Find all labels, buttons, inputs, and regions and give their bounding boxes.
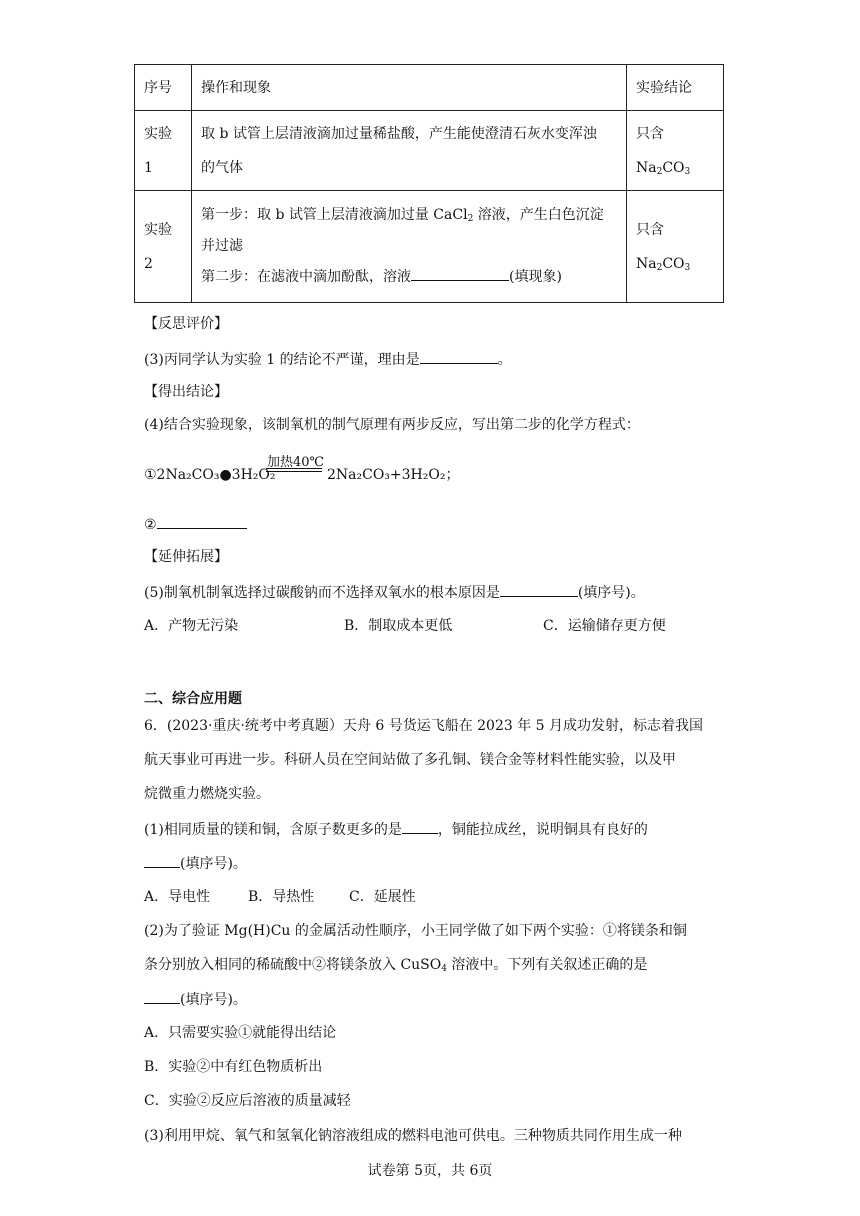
answer-blank [420, 349, 498, 364]
question-5: (5)制氧机制氧选择过碳酸钠而不选择双氧水的根本原因是 (填序号)。 [144, 582, 645, 603]
q6-1-option-b: B．导热性 [248, 889, 315, 905]
conclude-heading: 【得出结论】 [144, 384, 228, 400]
reflect-heading: 【反思评价】 [144, 316, 228, 332]
question-3: (3)丙同学认为实验 1 的结论不严谨，理由是 。 [144, 349, 512, 370]
extend-heading: 【延伸拓展】 [144, 549, 228, 565]
answer-blank [411, 266, 509, 281]
header-conclusion: 实验结论 [627, 65, 724, 111]
q6-1-line-b: (填序号)。 [144, 853, 247, 874]
q6-2-option-a: A．只需要实验①就能得出结论 [144, 1025, 337, 1041]
q6-2-line-b: 条分别放入相同的稀硫酸中②将镁条放入 CuSO$_4$ 溶液中。下列有关叙述正确的是 [144, 957, 648, 974]
q5-option-c: C．运输储存更方便 [543, 618, 666, 634]
section-heading: 二、综合应用题 [144, 691, 242, 707]
question-4: (4)结合实验现象，该制氧机的制气原理有两步反应，写出第二步的化学方程式： [144, 417, 640, 433]
q5-option-b: B．制取成本更低 [344, 618, 453, 634]
row2-conclusion: 只含 $Na_2CO_3$ [627, 191, 724, 303]
answer-blank [144, 853, 180, 868]
q6-line-1: 6．(2023·重庆·统考中考真题）天舟 6 号货运飞船在 2023 年 5 月成功发射，标志着我国 [144, 718, 704, 734]
q6-1-option-a: A．导电性 [144, 889, 211, 905]
reaction-condition: 加热40℃ [267, 455, 325, 470]
q6-1-option-c: C．延展性 [349, 889, 416, 905]
q6-2-option-b: B．实验②中有红色物质析出 [144, 1059, 323, 1075]
q6-line-2: 航天事业可再进一步。科研人员在空间站做了多孔铜、镁合金等材料性能实验，以及甲 [144, 752, 676, 768]
equation-left: ①2Na₂CO₃●3H₂O₂ [144, 467, 276, 483]
equation-2: ② [144, 514, 247, 535]
row2-operation: 第一步：取 b 试管上层清液滴加过量 CaCl$_2$ 溶液，产生白色沉淀 并过滤 第二步：在滤液中滴加酚酞，溶液 (填现象) [192, 191, 627, 303]
answer-blank [144, 989, 180, 1004]
q6-1-line-a: (1)相同质量的镁和铜，含原子数更多的是 ，铜能拉成丝，说明铜具有良好的 [144, 819, 648, 840]
q6-2-line-c: (填序号)。 [144, 989, 247, 1010]
q6-line-3: 烷微重力燃烧实验。 [144, 786, 270, 802]
q6-3-line: (3)利用甲烷、氧气和氢氧化钠溶液组成的燃料电池可供电。三种物质共同作用生成一种 [144, 1128, 682, 1144]
row2-no: 实验 2 [135, 191, 192, 303]
header-no: 序号 [135, 65, 192, 111]
row1-operation: 取 b 试管上层清液滴加过量稀盐酸，产生能使澄清石灰水变浑浊 的气体 [192, 111, 627, 191]
table-row-1 [135, 111, 724, 191]
answer-blank [402, 819, 438, 834]
q6-2-line-a: (2)为了验证 Mg(H)Cu 的金属活动性顺序，小王同学做了如下两个实验：①将镁条和铜 [144, 923, 687, 939]
table-header-row [135, 65, 724, 111]
header-operation: 操作和现象 [192, 65, 627, 111]
equation-right: 2Na₂CO₃+3H₂O₂； [327, 467, 460, 483]
answer-blank [500, 582, 578, 597]
row1-no: 实验 1 [135, 111, 192, 191]
experiment-table [134, 64, 724, 303]
q5-option-a: A．产物无污染 [144, 618, 239, 634]
row1-conclusion: 只含 $Na_2CO_3$ [627, 111, 724, 191]
q6-2-option-c: C．实验②反应后溶液的质量减轻 [144, 1093, 351, 1109]
table-row-2 [135, 191, 724, 303]
page-footer: 试卷第 5页，共 6页 [367, 1163, 493, 1179]
answer-blank [157, 514, 247, 529]
